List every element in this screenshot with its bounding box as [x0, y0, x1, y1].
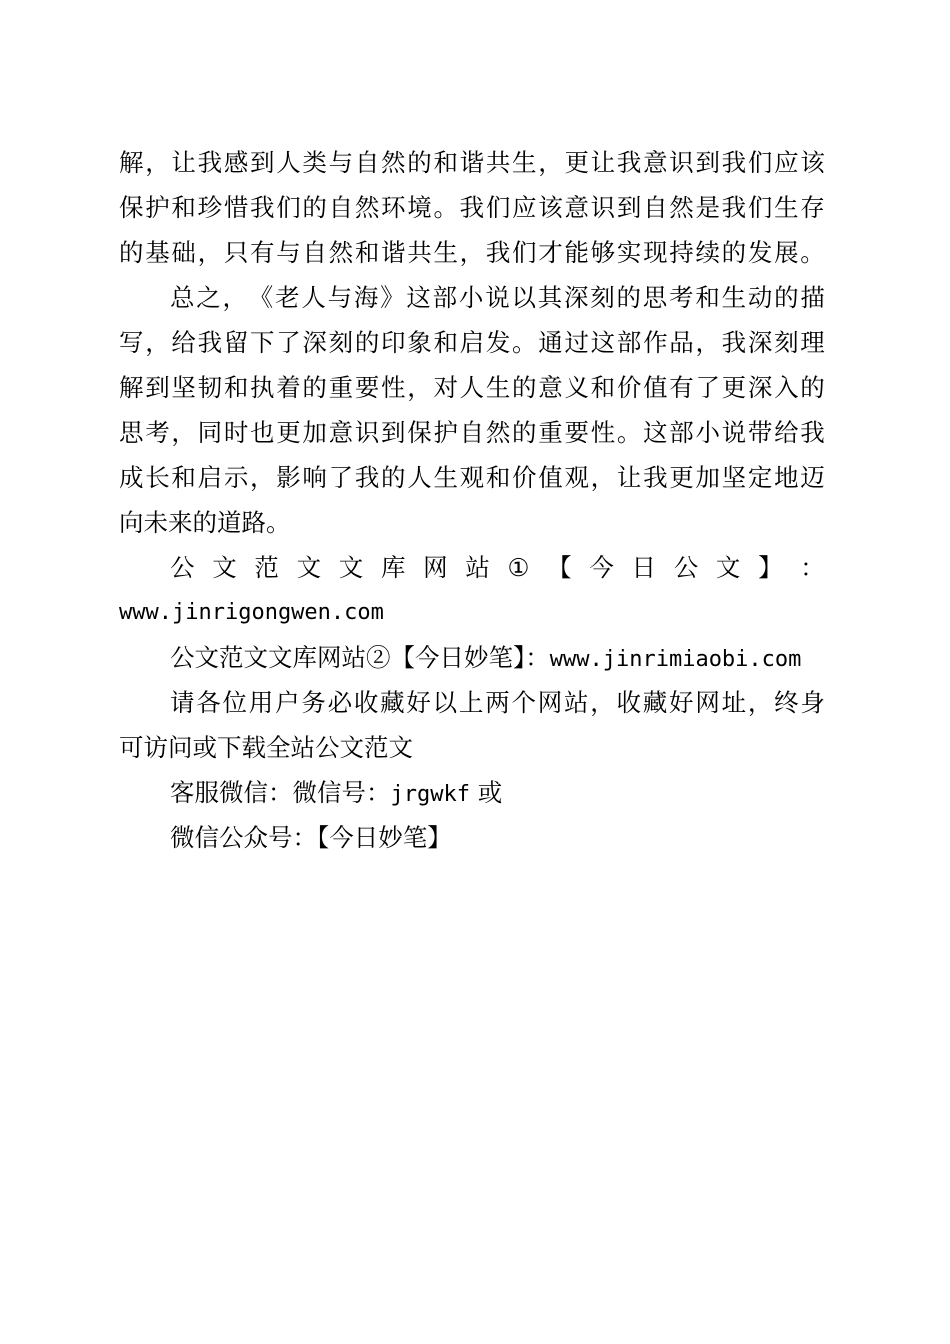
glyph: 说	[721, 418, 747, 447]
glyph: 才	[538, 238, 563, 267]
glyph: 我	[721, 148, 747, 177]
glyph: 基	[145, 238, 170, 267]
glyph: 性	[381, 373, 406, 402]
wechat-label: 客服微信：微信号：	[170, 778, 391, 807]
glyph: 的	[119, 238, 144, 267]
glyph: 自	[643, 193, 668, 222]
glyph: 好	[406, 688, 431, 717]
glyph: 之	[196, 283, 221, 312]
glyph: 了	[276, 328, 301, 357]
glyph: ，	[407, 373, 432, 402]
glyph: 通	[538, 328, 563, 357]
glyph: 请	[170, 688, 195, 717]
glyph: 好	[669, 688, 694, 717]
glyph: 公	[673, 553, 699, 582]
glyph: 文	[212, 553, 237, 582]
glyph: 环	[381, 193, 406, 222]
glyph: 护	[145, 193, 170, 222]
glyph: 意	[643, 148, 668, 177]
glyph: 要	[354, 373, 380, 402]
glyph: 到	[145, 373, 170, 402]
glyph: 和	[223, 373, 249, 402]
glyph: 持	[669, 238, 694, 267]
glyph: 有	[669, 373, 694, 402]
glyph: 我	[721, 193, 747, 222]
glyph: 自	[328, 193, 354, 222]
glyph: ，	[197, 238, 223, 267]
glyph: 要	[564, 418, 589, 447]
glyph: 这	[590, 328, 616, 357]
glyph: 执	[250, 373, 275, 402]
paragraph-line	[119, 230, 825, 275]
glyph: 。	[512, 328, 537, 357]
glyph: 然	[354, 193, 380, 222]
glyph: ，	[171, 418, 196, 447]
glyph: 对	[433, 373, 458, 402]
glyph: 坚	[171, 373, 196, 402]
glyph: 人	[407, 463, 432, 492]
glyph: 观	[564, 463, 589, 492]
glyph: 保	[407, 418, 432, 447]
glyph: 终	[774, 688, 799, 717]
glyph: 生	[721, 283, 747, 312]
paragraph-line	[119, 320, 825, 365]
notice-line	[170, 680, 825, 725]
glyph: 深	[747, 328, 773, 357]
glyph: 和	[433, 148, 458, 177]
glyph: 和	[354, 238, 380, 267]
glyph: 与	[276, 238, 301, 267]
glyph: 生	[774, 193, 799, 222]
glyph: 到	[381, 418, 406, 447]
paragraph-line	[119, 410, 825, 455]
glyph: 象	[407, 328, 432, 357]
glyph: 然	[381, 148, 406, 177]
glyph: 是	[695, 193, 720, 222]
glyph: 我	[616, 148, 642, 177]
glyph: 值	[538, 463, 563, 492]
glyph: 我	[721, 328, 747, 357]
glyph: 定	[747, 463, 773, 492]
glyph: 们	[747, 193, 773, 222]
glyph: 更	[721, 373, 747, 402]
glyph: 以	[432, 688, 458, 717]
glyph: 解	[119, 373, 144, 402]
glyph: 时	[223, 418, 249, 447]
glyph: 生	[433, 463, 458, 492]
paragraph-line	[119, 185, 825, 230]
glyph: 的	[721, 238, 747, 267]
glyph: 作	[643, 328, 668, 357]
glyph: 老	[275, 283, 300, 312]
glyph: 地	[774, 463, 799, 492]
glyph: 然	[669, 193, 694, 222]
glyph: ，	[222, 283, 248, 312]
glyph: 部	[669, 418, 694, 447]
glyph: 网	[537, 688, 563, 717]
glyph: 到	[616, 193, 642, 222]
glyph: 考	[145, 418, 170, 447]
glyph: 续	[695, 238, 720, 267]
glyph: 小	[458, 283, 484, 312]
glyph: 也	[250, 418, 275, 447]
glyph: 类	[302, 148, 327, 177]
glyph: 护	[433, 418, 458, 447]
paragraph-line: 向未来的道路。	[119, 508, 291, 537]
glyph: 的	[354, 328, 380, 357]
glyph: 描	[800, 283, 825, 312]
site-1-url[interactable]: www.jinrigongwen.com	[119, 600, 384, 625]
glyph: 这	[406, 283, 431, 312]
glyph: 然	[485, 418, 511, 447]
site-2-url[interactable]: www.jinrimiaobi.com	[549, 647, 802, 672]
glyph: 用	[248, 688, 274, 717]
glyph: 日	[631, 553, 657, 582]
glyph: 必	[327, 688, 353, 717]
glyph: 说	[485, 283, 510, 312]
glyph: 我	[250, 193, 275, 222]
glyph: 识	[669, 148, 694, 177]
glyph: 人	[459, 373, 485, 402]
glyph: 《	[248, 283, 274, 312]
glyph: 惜	[223, 193, 249, 222]
glyph: 人	[276, 148, 301, 177]
glyph: 的	[512, 373, 537, 402]
glyph: 部	[432, 283, 458, 312]
glyph: 值	[643, 373, 668, 402]
glyph: 解	[119, 148, 144, 177]
glyph: 文	[715, 553, 741, 582]
glyph: 文	[338, 553, 364, 582]
glyph: 的	[774, 283, 799, 312]
glyph: 理	[800, 328, 825, 357]
glyph: 带	[747, 418, 773, 447]
glyph: 人	[301, 283, 326, 312]
paragraph-line	[170, 275, 825, 320]
glyph: 和	[433, 328, 458, 357]
glyph: 入	[774, 373, 799, 402]
glyph: 重	[538, 418, 563, 447]
glyph: 品	[669, 328, 694, 357]
glyph: 深	[747, 373, 773, 402]
glyph: 和	[590, 373, 616, 402]
glyph: 生	[433, 238, 458, 267]
glyph: 考	[669, 283, 694, 312]
glyph: 到	[695, 148, 720, 177]
glyph: 够	[590, 238, 616, 267]
glyph: 收	[353, 688, 379, 717]
glyph: 自	[459, 418, 485, 447]
glyph: 识	[354, 418, 380, 447]
glyph: 境	[407, 193, 432, 222]
glyph: 响	[302, 463, 327, 492]
glyph: 范	[254, 553, 279, 582]
glyph: 我	[485, 238, 511, 267]
glyph: 让	[616, 463, 642, 492]
glyph: 能	[564, 238, 589, 267]
glyph: 生	[485, 373, 511, 402]
document-body	[119, 140, 825, 860]
glyph: 》	[380, 283, 405, 312]
glyph: 个	[511, 688, 536, 717]
glyph: 两	[485, 688, 510, 717]
or-text	[470, 778, 478, 807]
glyph: 应	[774, 148, 799, 177]
glyph: 的	[302, 373, 327, 402]
glyph: 思	[119, 418, 144, 447]
paragraph-line	[119, 365, 825, 410]
glyph: 础	[171, 238, 196, 267]
glyph: 藏	[642, 688, 668, 717]
site-1-label	[170, 545, 825, 590]
glyph: 生	[512, 148, 537, 177]
glyph: 意	[564, 193, 589, 222]
glyph: 有	[250, 238, 275, 267]
glyph: 和	[695, 283, 720, 312]
glyph: 展	[774, 238, 799, 267]
glyph: 更	[276, 418, 301, 447]
glyph: 收	[616, 688, 642, 717]
glyph: 了	[328, 463, 354, 492]
glyph: 到	[250, 148, 275, 177]
glyph: 各	[196, 688, 221, 717]
glyph: 识	[590, 193, 616, 222]
glyph: 存	[800, 193, 825, 222]
glyph: 价	[512, 463, 537, 492]
glyph: 长	[145, 463, 170, 492]
glyph: 义	[564, 373, 589, 402]
glyph: 着	[276, 373, 301, 402]
glyph: ，	[250, 463, 275, 492]
glyph: 们	[512, 238, 537, 267]
glyph: 观	[459, 463, 485, 492]
glyph: 和	[171, 463, 196, 492]
glyph: 韧	[197, 373, 223, 402]
glyph: 。	[616, 418, 642, 447]
glyph: 刻	[328, 328, 354, 357]
glyph: 留	[223, 328, 249, 357]
glyph: 深	[563, 283, 589, 312]
glyph: ①	[507, 553, 530, 582]
glyph: 小	[695, 418, 720, 447]
glyph: 公	[170, 553, 195, 582]
glyph: 网	[695, 688, 720, 717]
glyph: 户	[275, 688, 300, 717]
glyph: 务	[301, 688, 326, 717]
glyph: 共	[485, 148, 511, 177]
glyph: ，	[145, 148, 170, 177]
glyph: 今	[589, 553, 614, 582]
glyph: ，	[590, 688, 615, 717]
glyph: ，	[747, 688, 773, 717]
glyph: 了	[695, 373, 720, 402]
glyph: 动	[747, 283, 773, 312]
glyph: 深	[302, 328, 327, 357]
glyph: 性	[590, 418, 616, 447]
glyph: 我	[197, 328, 223, 357]
glyph: 意	[538, 373, 563, 402]
glyph: 让	[590, 148, 616, 177]
glyph: 这	[643, 418, 668, 447]
glyph: 然	[328, 238, 354, 267]
glyph: 下	[250, 328, 275, 357]
glyph: 影	[276, 463, 301, 492]
glyph: 们	[485, 193, 511, 222]
glyph: 的	[616, 283, 642, 312]
site-2-label: 公文范文文库网站②【今日妙笔】：	[170, 643, 550, 672]
or-word: 或	[477, 778, 503, 807]
glyph: ，	[590, 463, 616, 492]
glyph: 迈	[800, 463, 825, 492]
glyph: 自	[302, 238, 327, 267]
paragraph-line	[119, 140, 825, 185]
glyph: 的	[302, 193, 327, 222]
glyph: 珍	[197, 193, 223, 222]
glyph: 和	[485, 463, 511, 492]
glyph: 址	[721, 688, 747, 717]
glyph: 应	[512, 193, 537, 222]
glyph: 我	[354, 463, 380, 492]
notice-line: 可访问或下载全站公文范文	[119, 733, 413, 762]
glyph: 过	[564, 328, 589, 357]
glyph: 感	[223, 148, 249, 177]
glyph: 总	[170, 283, 195, 312]
glyph: 位	[222, 688, 248, 717]
glyph: 实	[616, 238, 642, 267]
glyph: 发	[747, 238, 773, 267]
glyph: 的	[407, 148, 432, 177]
glyph: 给	[171, 328, 196, 357]
glyph: 们	[747, 148, 773, 177]
glyph: 自	[354, 148, 380, 177]
glyph: 海	[353, 283, 379, 312]
glyph: 该	[538, 193, 563, 222]
glyph: 刻	[590, 283, 615, 312]
glyph: ，	[538, 148, 563, 177]
glyph: 我	[800, 418, 825, 447]
glyph: 其	[537, 283, 563, 312]
glyph: 更	[669, 463, 694, 492]
site-2-line	[119, 635, 825, 680]
glyph: 谐	[381, 238, 406, 267]
glyph: 示	[223, 463, 249, 492]
glyph: 站	[563, 688, 589, 717]
glyph: ，	[695, 328, 720, 357]
wechat-id: jrgwkf	[390, 782, 470, 807]
glyph: 。	[800, 238, 825, 267]
glyph: 的	[381, 463, 406, 492]
glyph: 库	[380, 553, 406, 582]
glyph: 启	[197, 463, 223, 492]
glyph: 写	[119, 328, 144, 357]
glyph: 意	[328, 418, 354, 447]
glyph: 让	[171, 148, 196, 177]
official-account-line: 微信公众号：【今日妙笔】	[170, 823, 452, 852]
glyph: 】	[758, 553, 783, 582]
glyph: 加	[695, 463, 720, 492]
glyph: 文	[296, 553, 322, 582]
glyph: 启	[459, 328, 485, 357]
glyph: 现	[643, 238, 668, 267]
glyph: 价	[616, 373, 642, 402]
glyph: 。	[433, 193, 458, 222]
glyph: 藏	[380, 688, 405, 717]
glyph: 同	[197, 418, 223, 447]
glyph: 网	[423, 553, 448, 582]
glyph: 重	[328, 373, 354, 402]
glyph: 和	[171, 193, 196, 222]
glyph: 的	[512, 418, 537, 447]
paragraph-line	[119, 455, 825, 500]
glyph: 的	[800, 373, 825, 402]
glyph: 刻	[774, 328, 799, 357]
glyph: 思	[642, 283, 668, 312]
glyph: 谐	[459, 148, 485, 177]
glyph: 更	[564, 148, 589, 177]
glyph: 与	[328, 148, 354, 177]
glyph: ，	[145, 328, 170, 357]
glyph: 保	[119, 193, 144, 222]
service-wechat-line	[119, 770, 825, 815]
glyph: 成	[119, 463, 144, 492]
glyph: 我	[197, 148, 223, 177]
glyph: 我	[459, 193, 485, 222]
glyph: 部	[616, 328, 642, 357]
glyph: 坚	[721, 463, 747, 492]
glyph: 发	[485, 328, 511, 357]
glyph: ：	[800, 553, 825, 582]
glyph: 共	[407, 238, 432, 267]
glyph: 以	[511, 283, 536, 312]
glyph: 只	[223, 238, 249, 267]
glyph: 该	[800, 148, 825, 177]
glyph: 给	[774, 418, 799, 447]
glyph: 上	[458, 688, 484, 717]
glyph: ，	[459, 238, 485, 267]
glyph: 站	[465, 553, 490, 582]
glyph: 身	[800, 688, 825, 717]
glyph: 与	[327, 283, 353, 312]
glyph: 我	[643, 463, 668, 492]
glyph: 加	[302, 418, 327, 447]
glyph: 们	[276, 193, 301, 222]
glyph: 【	[547, 553, 572, 582]
glyph: 印	[381, 328, 406, 357]
